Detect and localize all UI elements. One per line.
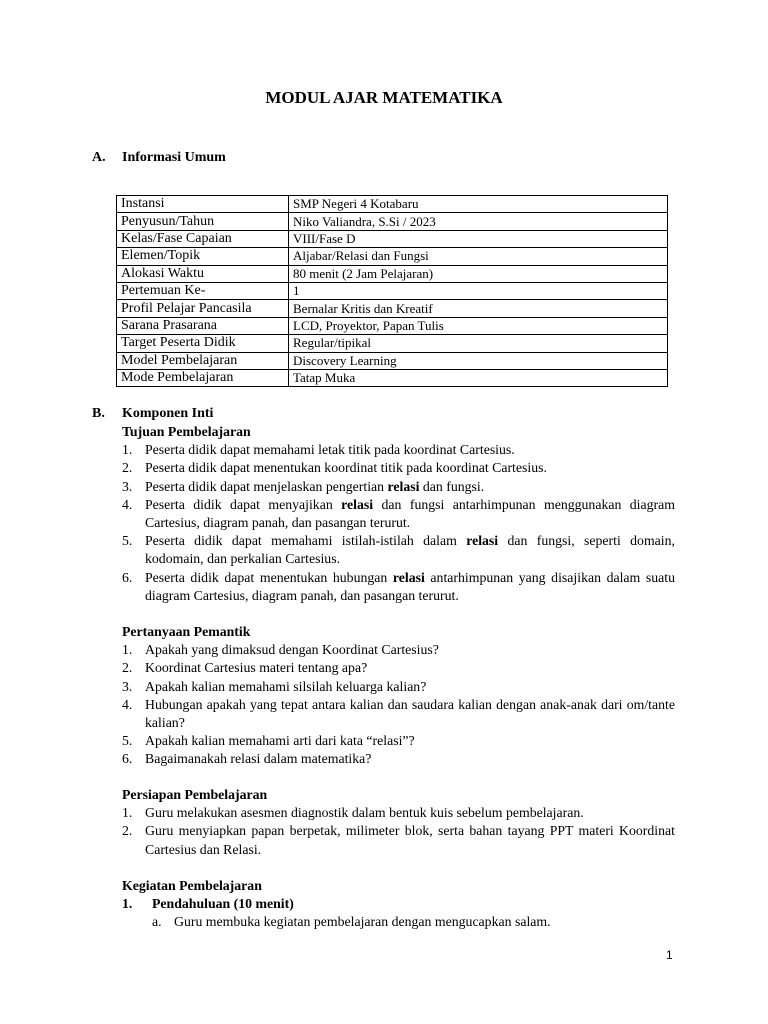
item-bold-term: relasi bbox=[466, 533, 499, 549]
list-item bbox=[122, 532, 675, 568]
info-value: SMP Negeri 4 Kotabaru bbox=[289, 196, 668, 213]
persiapan-list bbox=[122, 804, 675, 859]
item-number: 2. bbox=[122, 460, 133, 476]
info-value: Tatap Muka bbox=[289, 369, 668, 386]
item-bold-term: relasi bbox=[341, 496, 374, 512]
info-key: Mode Pembelajaran bbox=[117, 369, 289, 386]
info-key: Penyusun/Tahun bbox=[117, 213, 289, 230]
item-text: Peserta didik dapat menjelaskan pengertian bbox=[145, 478, 388, 494]
item-number: 5. bbox=[122, 533, 133, 549]
info-row bbox=[117, 369, 668, 386]
item-number: 4. bbox=[122, 696, 133, 712]
info-row bbox=[117, 248, 668, 265]
item-number: 2. bbox=[122, 660, 133, 676]
item-number: 1. bbox=[122, 805, 133, 821]
list-item bbox=[122, 459, 675, 477]
item-text: Peserta didik dapat memahami letak titik pada koordinat Cartesius. bbox=[145, 442, 515, 458]
section-b-letter: B. bbox=[92, 406, 105, 421]
info-value: Aljabar/Relasi dan Fungsi bbox=[289, 248, 668, 265]
list-item bbox=[122, 696, 675, 732]
list-item bbox=[122, 804, 675, 822]
item-bold-term: relasi bbox=[392, 569, 425, 585]
info-key: Sarana Prasarana bbox=[117, 317, 289, 334]
item-text: Guru melakukan asesmen diagnostik dalam bentuk kuis sebelum pembelajaran. bbox=[145, 805, 584, 821]
sub-letter: a. bbox=[152, 914, 162, 930]
info-key: Pertemuan Ke- bbox=[117, 282, 289, 299]
info-key: Target Peserta Didik bbox=[117, 335, 289, 352]
item-number: 6. bbox=[122, 751, 133, 767]
info-row bbox=[117, 265, 668, 282]
item-text: dan fungsi antarhimpunan menggunakan diagram Cartesius, diagram panah, dan pasangan terurut. bbox=[145, 496, 675, 531]
info-value: Niko Valiandra, S.Si / 2023 bbox=[289, 213, 668, 230]
info-value: 1 bbox=[289, 282, 668, 299]
info-row bbox=[117, 196, 668, 213]
item-text: antarhimpunan yang disajikan dalam suatu diagram Cartesius, diagram panah, dan pasangan terurut. bbox=[145, 569, 676, 603]
info-key: Instansi bbox=[117, 196, 289, 213]
item-number: 4. bbox=[122, 496, 133, 512]
item-text: Bagaimanakah relasi dalam matematika? bbox=[145, 751, 372, 767]
list-item bbox=[122, 678, 675, 696]
info-row bbox=[117, 213, 668, 230]
info-key: Elemen/Topik bbox=[117, 248, 289, 265]
item-bold-term: relasi bbox=[387, 478, 420, 494]
tujuan-list bbox=[122, 441, 675, 605]
list-item bbox=[122, 478, 675, 496]
list-item bbox=[122, 659, 675, 677]
pemantik-heading: Pertanyaan Pemantik bbox=[122, 624, 251, 639]
section-b-title: Komponen Inti bbox=[122, 406, 214, 421]
info-key: Model Pembelajaran bbox=[117, 352, 289, 369]
section-a-letter: A. bbox=[92, 150, 106, 165]
list-item bbox=[122, 822, 675, 858]
item-number: 3. bbox=[122, 478, 133, 494]
section-b-heading bbox=[92, 406, 213, 422]
list-item bbox=[122, 732, 675, 750]
item-number: 1. bbox=[122, 642, 133, 658]
item-text: Apakah kalian memahami arti dari kata “relasi”? bbox=[145, 733, 415, 749]
tujuan-block bbox=[122, 423, 675, 605]
kegiatan-heading: Kegiatan Pembelajaran bbox=[122, 878, 262, 893]
info-value: 80 menit (2 Jam Pelajaran) bbox=[289, 265, 668, 282]
list-item bbox=[122, 496, 675, 532]
item-text: Peserta didik dapat menentukan hubungan bbox=[145, 569, 393, 585]
info-row bbox=[117, 282, 668, 299]
page-number: 1 bbox=[666, 948, 673, 962]
item-text: Apakah yang dimaksud dengan Koordinat Cartesius? bbox=[145, 642, 439, 658]
kegiatan-block bbox=[122, 877, 675, 932]
info-row bbox=[117, 230, 668, 247]
item-number: 5. bbox=[122, 733, 133, 749]
pemantik-block bbox=[122, 623, 675, 769]
page-title: MODUL AJAR MATEMATIKA bbox=[265, 88, 503, 107]
list-item bbox=[122, 641, 675, 659]
info-value: Bernalar Kritis dan Kreatif bbox=[289, 300, 668, 317]
item-text: Peserta didik dapat memahami istilah-istilah dalam bbox=[145, 533, 467, 549]
tujuan-heading: Tujuan Pembelajaran bbox=[122, 424, 251, 439]
pemantik-list bbox=[122, 641, 675, 768]
info-key: Alokasi Waktu bbox=[117, 265, 289, 282]
item-text: Apakah kalian memahami silsilah keluarga kalian? bbox=[145, 678, 427, 694]
item-text: Peserta didik dapat menyajikan bbox=[145, 496, 342, 512]
item-text: Guru menyiapkan papan berpetak, milimeter blok, serta bahan tayang PPT materi Koordinat Cartesius dan Relasi. bbox=[145, 823, 675, 857]
persiapan-block bbox=[122, 786, 675, 859]
step-number: 1. bbox=[122, 896, 133, 912]
info-value: Regular/tipikal bbox=[289, 335, 668, 352]
sub-text: Guru membuka kegiatan pembelajaran dengan mengucapkan salam. bbox=[174, 914, 551, 930]
item-number: 2. bbox=[122, 823, 133, 839]
item-text: dan fungsi. bbox=[419, 478, 485, 494]
step-title: Pendahuluan (10 menit) bbox=[152, 896, 294, 912]
info-row bbox=[117, 352, 668, 369]
list-item bbox=[122, 750, 675, 768]
info-value: VIII/Fase D bbox=[289, 230, 668, 247]
list-item bbox=[122, 569, 675, 605]
item-number: 3. bbox=[122, 678, 133, 694]
section-a-heading bbox=[92, 150, 226, 166]
item-number: 6. bbox=[122, 569, 133, 585]
info-value: LCD, Proyektor, Papan Tulis bbox=[289, 317, 668, 334]
item-text: dan fungsi, seperti domain, kodomain, dan perkalian Cartesius. bbox=[145, 533, 675, 567]
item-text: Peserta didik dapat menentukan koordinat titik pada koordinat Cartesius. bbox=[145, 460, 547, 476]
item-text: Koordinat Cartesius materi tentang apa? bbox=[145, 660, 368, 676]
info-key: Profil Pelajar Pancasila bbox=[117, 300, 289, 317]
list-item bbox=[122, 441, 675, 459]
info-table bbox=[116, 195, 668, 387]
persiapan-heading: Persiapan Pembelajaran bbox=[122, 787, 268, 802]
info-row bbox=[117, 300, 668, 317]
info-value: Discovery Learning bbox=[289, 352, 668, 369]
info-key: Kelas/Fase Capaian bbox=[117, 230, 289, 247]
info-row bbox=[117, 317, 668, 334]
info-row bbox=[117, 335, 668, 352]
item-text: Hubungan apakah yang tepat antara kalian dan saudara kalian dengan anak-anak dari om/tante kalian? bbox=[145, 696, 675, 731]
section-a-title: Informasi Umum bbox=[122, 150, 226, 165]
pendahuluan-item bbox=[122, 913, 675, 931]
item-number: 1. bbox=[122, 442, 133, 458]
pendahuluan-heading bbox=[122, 895, 675, 913]
